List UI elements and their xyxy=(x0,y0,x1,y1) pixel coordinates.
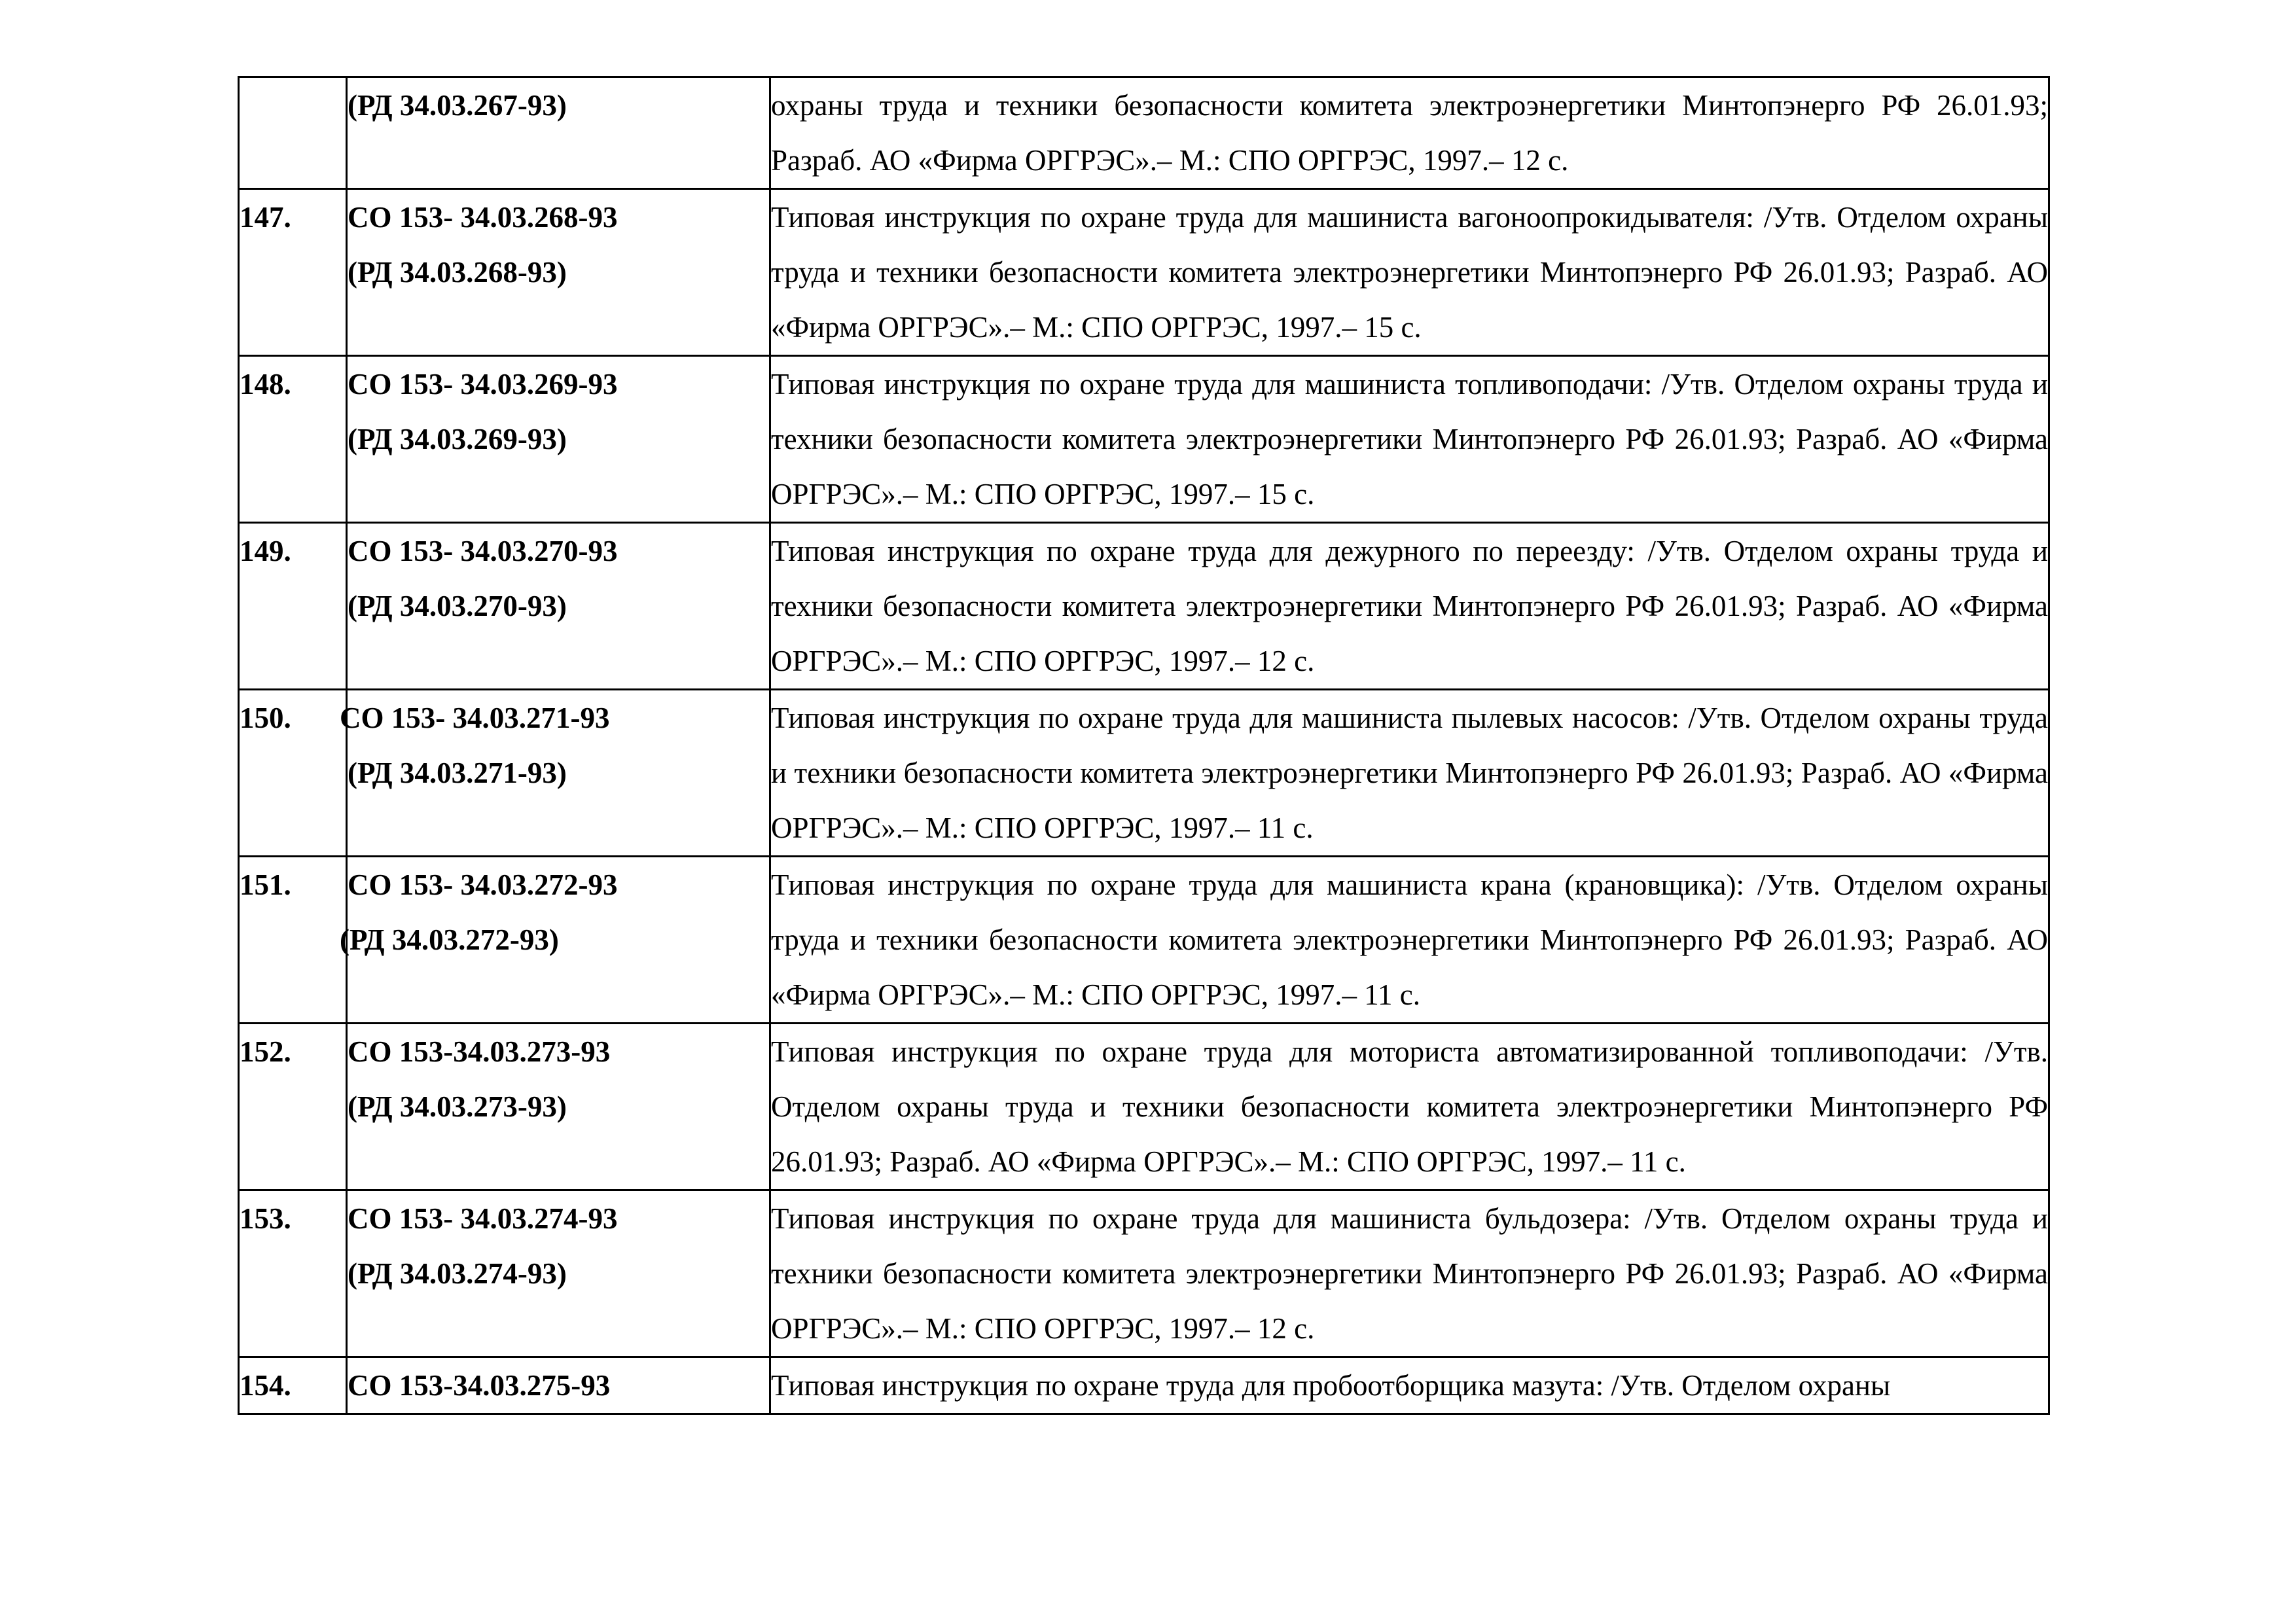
row-number xyxy=(239,77,347,189)
standards-table xyxy=(238,76,2050,1415)
document-code-cell xyxy=(340,857,770,1024)
document-description: Типовая инструкция по охране труда для дежурного по переезду: /Утв. Отделом охраны труда и техники безопасности комитета электроэнергетики Минтопэнерго РФ 26.01.93; Разраб. АО «Фирма ОРГРЭС».– М.: СПО ОРГРЭС, 1997.– 12 с. xyxy=(770,523,2049,690)
row-number: 154. xyxy=(239,1357,347,1414)
document-description: Типовая инструкция по охране труда для машиниста пылевых насосов: /Утв. Отделом охраны труда и техники безопасности комитета электроэнергетики Минтопэнерго РФ 26.01.93; Разраб. АО «Фирма ОРГРЭС».– М.: СПО ОРГРЭС, 1997.– 11 с. xyxy=(770,690,2049,857)
document-description: Типовая инструкция по охране труда для машиниста крана (крановщика): /Утв. Отделом охраны труда и техники безопасности комитета электроэнергетики Минтопэнерго РФ 26.01.93; Разраб. АО «Фирма ОРГРЭС».– М.: СПО ОРГРЭС, 1997.– 11 с. xyxy=(770,857,2049,1024)
document-code-cell xyxy=(340,690,770,857)
document-code-so: СО 153-34.03.273-93 xyxy=(348,1035,611,1068)
document-code-so: СО 153- 34.03.268-93 xyxy=(348,201,618,234)
document-code-rd: (РД 34.03.270-93) xyxy=(348,590,567,622)
document-code-so: СО 153- 34.03.271-93 xyxy=(340,702,610,734)
document-description: Типовая инструкция по охране труда для моториста автоматизированной топливоподачи: /Утв. Отделом охраны труда и техники безопасности комитета электроэнергетики Минтопэнерго РФ 26.01.93; Разраб. АО «Фирма ОРГРЭС».– М.: СПО ОРГРЭС, 1997.– 11 с. xyxy=(770,1024,2049,1190)
document-code-rd: (РД 34.03.271-93) xyxy=(348,757,567,789)
document-code-cell xyxy=(347,523,770,690)
document-description: Типовая инструкция по охране труда для машиниста бульдозера: /Утв. Отделом охраны труда и техники безопасности комитета электроэнергетики Минтопэнерго РФ 26.01.93; Разраб. АО «Фирма ОРГРЭС».– М.: СПО ОРГРЭС, 1997.– 12 с. xyxy=(770,1190,2049,1357)
row-number: 152. xyxy=(239,1024,347,1190)
document-code-cell xyxy=(347,356,770,523)
row-number: 150. xyxy=(239,690,347,857)
table-row xyxy=(239,857,2049,1024)
table-row xyxy=(239,1024,2049,1190)
table-row xyxy=(239,77,2049,189)
table-row xyxy=(239,690,2049,857)
document-code-rd: (РД 34.03.274-93) xyxy=(348,1257,567,1290)
document-code-rd: (РД 34.03.268-93) xyxy=(348,256,567,289)
document-code-rd: (РД 34.03.267-93) xyxy=(348,89,567,122)
row-number: 149. xyxy=(239,523,347,690)
row-number: 148. xyxy=(239,356,347,523)
table-row xyxy=(239,1357,2049,1414)
document-code-so: СО 153- 34.03.274-93 xyxy=(348,1202,618,1235)
document-code-so: СО 153- 34.03.272-93 xyxy=(348,868,618,901)
document-code-rd: (РД 34.03.269-93) xyxy=(348,423,567,455)
document-code-so: СО 153- 34.03.270-93 xyxy=(348,535,618,567)
document-code-so: СО 153-34.03.275-93 xyxy=(348,1369,611,1402)
document-code-rd: (РД 34.03.272-93) xyxy=(340,923,559,956)
document-description: Типовая инструкция по охране труда для машиниста топливоподачи: /Утв. Отделом охраны труда и техники безопасности комитета электроэнергетики Минтопэнерго РФ 26.01.93; Разраб. АО «Фирма ОРГРЭС».– М.: СПО ОРГРЭС, 1997.– 15 с. xyxy=(770,356,2049,523)
document-description: охраны труда и техники безопасности комитета электроэнергетики Минтопэнерго РФ 26.01.93; Разраб. АО «Фирма ОРГРЭС».– М.: СПО ОРГРЭС, 1997.– 12 с. xyxy=(770,77,2049,189)
document-code-so: СО 153- 34.03.269-93 xyxy=(348,368,618,401)
document-code-cell xyxy=(347,1190,770,1357)
table-row xyxy=(239,523,2049,690)
document-code-rd: (РД 34.03.273-93) xyxy=(348,1090,567,1123)
document-code-cell xyxy=(347,189,770,356)
table-row xyxy=(239,189,2049,356)
row-number: 153. xyxy=(239,1190,347,1357)
row-number: 147. xyxy=(239,189,347,356)
document-code-cell xyxy=(347,1357,770,1414)
row-number: 151. xyxy=(239,857,347,1024)
document-code-cell xyxy=(347,1024,770,1190)
table-row xyxy=(239,1190,2049,1357)
table-row xyxy=(239,356,2049,523)
document-code-cell xyxy=(347,77,770,189)
document-description: Типовая инструкция по охране труда для пробоотборщика мазута: /Утв. Отделом охраны xyxy=(770,1357,2049,1414)
document-description: Типовая инструкция по охране труда для машиниста вагоноопрокидывателя: /Утв. Отделом охраны труда и техники безопасности комитета электроэнергетики Минтопэнерго РФ 26.01.93; Разраб. АО «Фирма ОРГРЭС».– М.: СПО ОРГРЭС, 1997.– 15 с. xyxy=(770,189,2049,356)
